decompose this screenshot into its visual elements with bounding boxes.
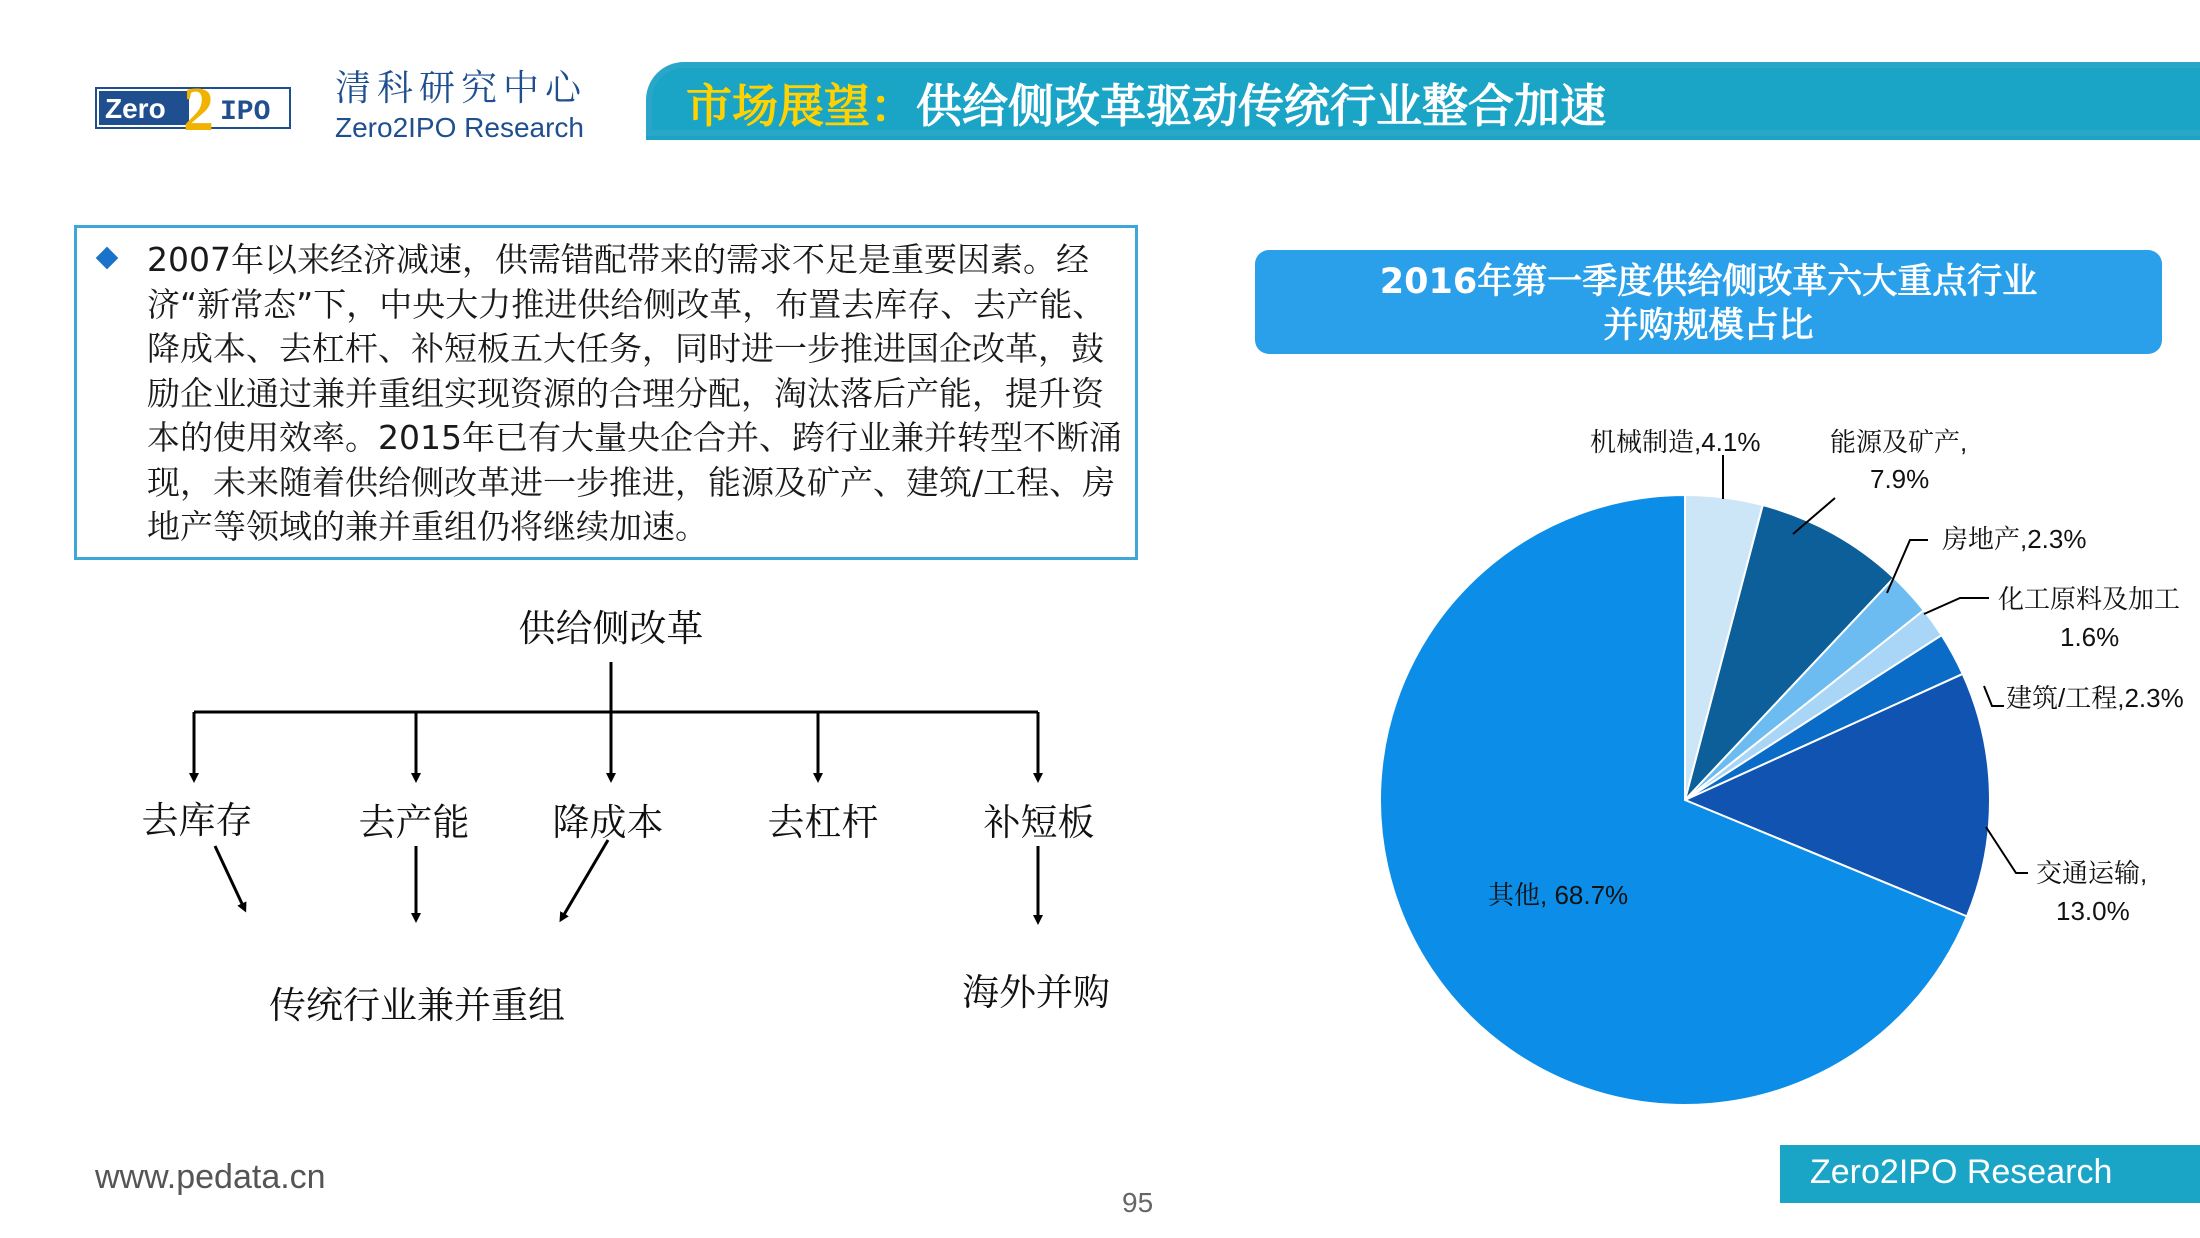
leader-jiaotong — [1986, 827, 2028, 873]
label-qita: 其他, 68.7% — [1488, 880, 1629, 910]
label-fangdichan: 房地产,2.3% — [1942, 524, 2087, 554]
logo-ipo-text: IPO — [220, 97, 271, 128]
diagram-task-quganggan: 去杠杆 — [767, 801, 879, 844]
diagram-task-qukucun: 去库存 — [141, 799, 253, 842]
leader-jianzhu — [1984, 686, 2004, 706]
page-title-accent: 市场展望： — [686, 79, 916, 133]
logo-two-text: 2 — [183, 80, 214, 136]
diagram-task-jiangchengben: 降成本 — [552, 801, 664, 844]
pie-slices — [1380, 495, 1990, 1105]
diagram-task-quchanneng: 去产能 — [358, 801, 470, 844]
arrow-jiangchengben-to-merger — [562, 840, 608, 918]
diagram-outcome-overseas: 海外并购 — [962, 971, 1110, 1014]
footer-brand-text: Zero2IPO Research — [1810, 1153, 2113, 1191]
brand-name-cn: 清科研究中心 — [335, 68, 588, 109]
page-number: 95 — [1122, 1187, 1154, 1218]
pie-chart — [1330, 400, 2200, 1160]
chart-title-pill — [1255, 250, 2162, 354]
label-jiaotong-line2: 13.0% — [2056, 896, 2130, 926]
label-jianzhu: 建筑/工程,2.3% — [2006, 683, 2184, 713]
logo-zero-text: Zero — [105, 93, 166, 124]
label-jiaotong-line1: 交通运输, — [2036, 858, 2148, 888]
footer-url[interactable]: www.pedata.cn — [95, 1158, 326, 1196]
label-nengyuan-line2: 7.9% — [1870, 464, 1930, 494]
chart-title-line1: 2016年第一季度供给侧改革六大重点行业 — [1379, 262, 2038, 302]
leader-huagong — [1924, 598, 1989, 614]
label-huagong-line1: 化工原料及加工 — [1998, 584, 2181, 614]
diagram-outcome-merger: 传统行业兼并重组 — [269, 984, 565, 1027]
brand-name-en: Zero2IPO Research — [335, 112, 584, 143]
label-nengyuan-line1: 能源及矿产, — [1830, 427, 1968, 457]
label-jixie: 机械制造,4.1% — [1590, 427, 1761, 457]
arrow-qukucun-to-merger — [215, 846, 244, 908]
chart-title-line2: 并购规模占比 — [1603, 306, 1814, 346]
diagram-root: 供给侧改革 — [518, 607, 704, 650]
label-huagong-line2: 1.6% — [2060, 622, 2120, 652]
page-title-main: 供给侧改革驱动传统行业整合加速 — [916, 79, 1606, 133]
summary-text: 2007年以来经济减速，供需错配带来的需求不足是重要因素。经济“新常态”下，中央大力推进供给侧改革，布置去库存、去产能、降成本、去杠杆、补短板五大任务，同时进一步推进国企改革，鼓励企业通过兼并重组实现资源的合理分配，淘汰落后产能，提升资本的使用效率。2015年已有大量央企合并、跨行业兼并转型不断涌现，未来随着供给侧改革进一步推进，能源及矿产、建筑/工程、房地产等领域的兼并重组仍将继续加速。 — [147, 240, 1122, 546]
diagram-task-buduanban: 补短板 — [983, 801, 1095, 844]
footer-brand-bar — [1780, 1145, 2200, 1203]
reform-diagram-lines — [0, 0, 1150, 1050]
